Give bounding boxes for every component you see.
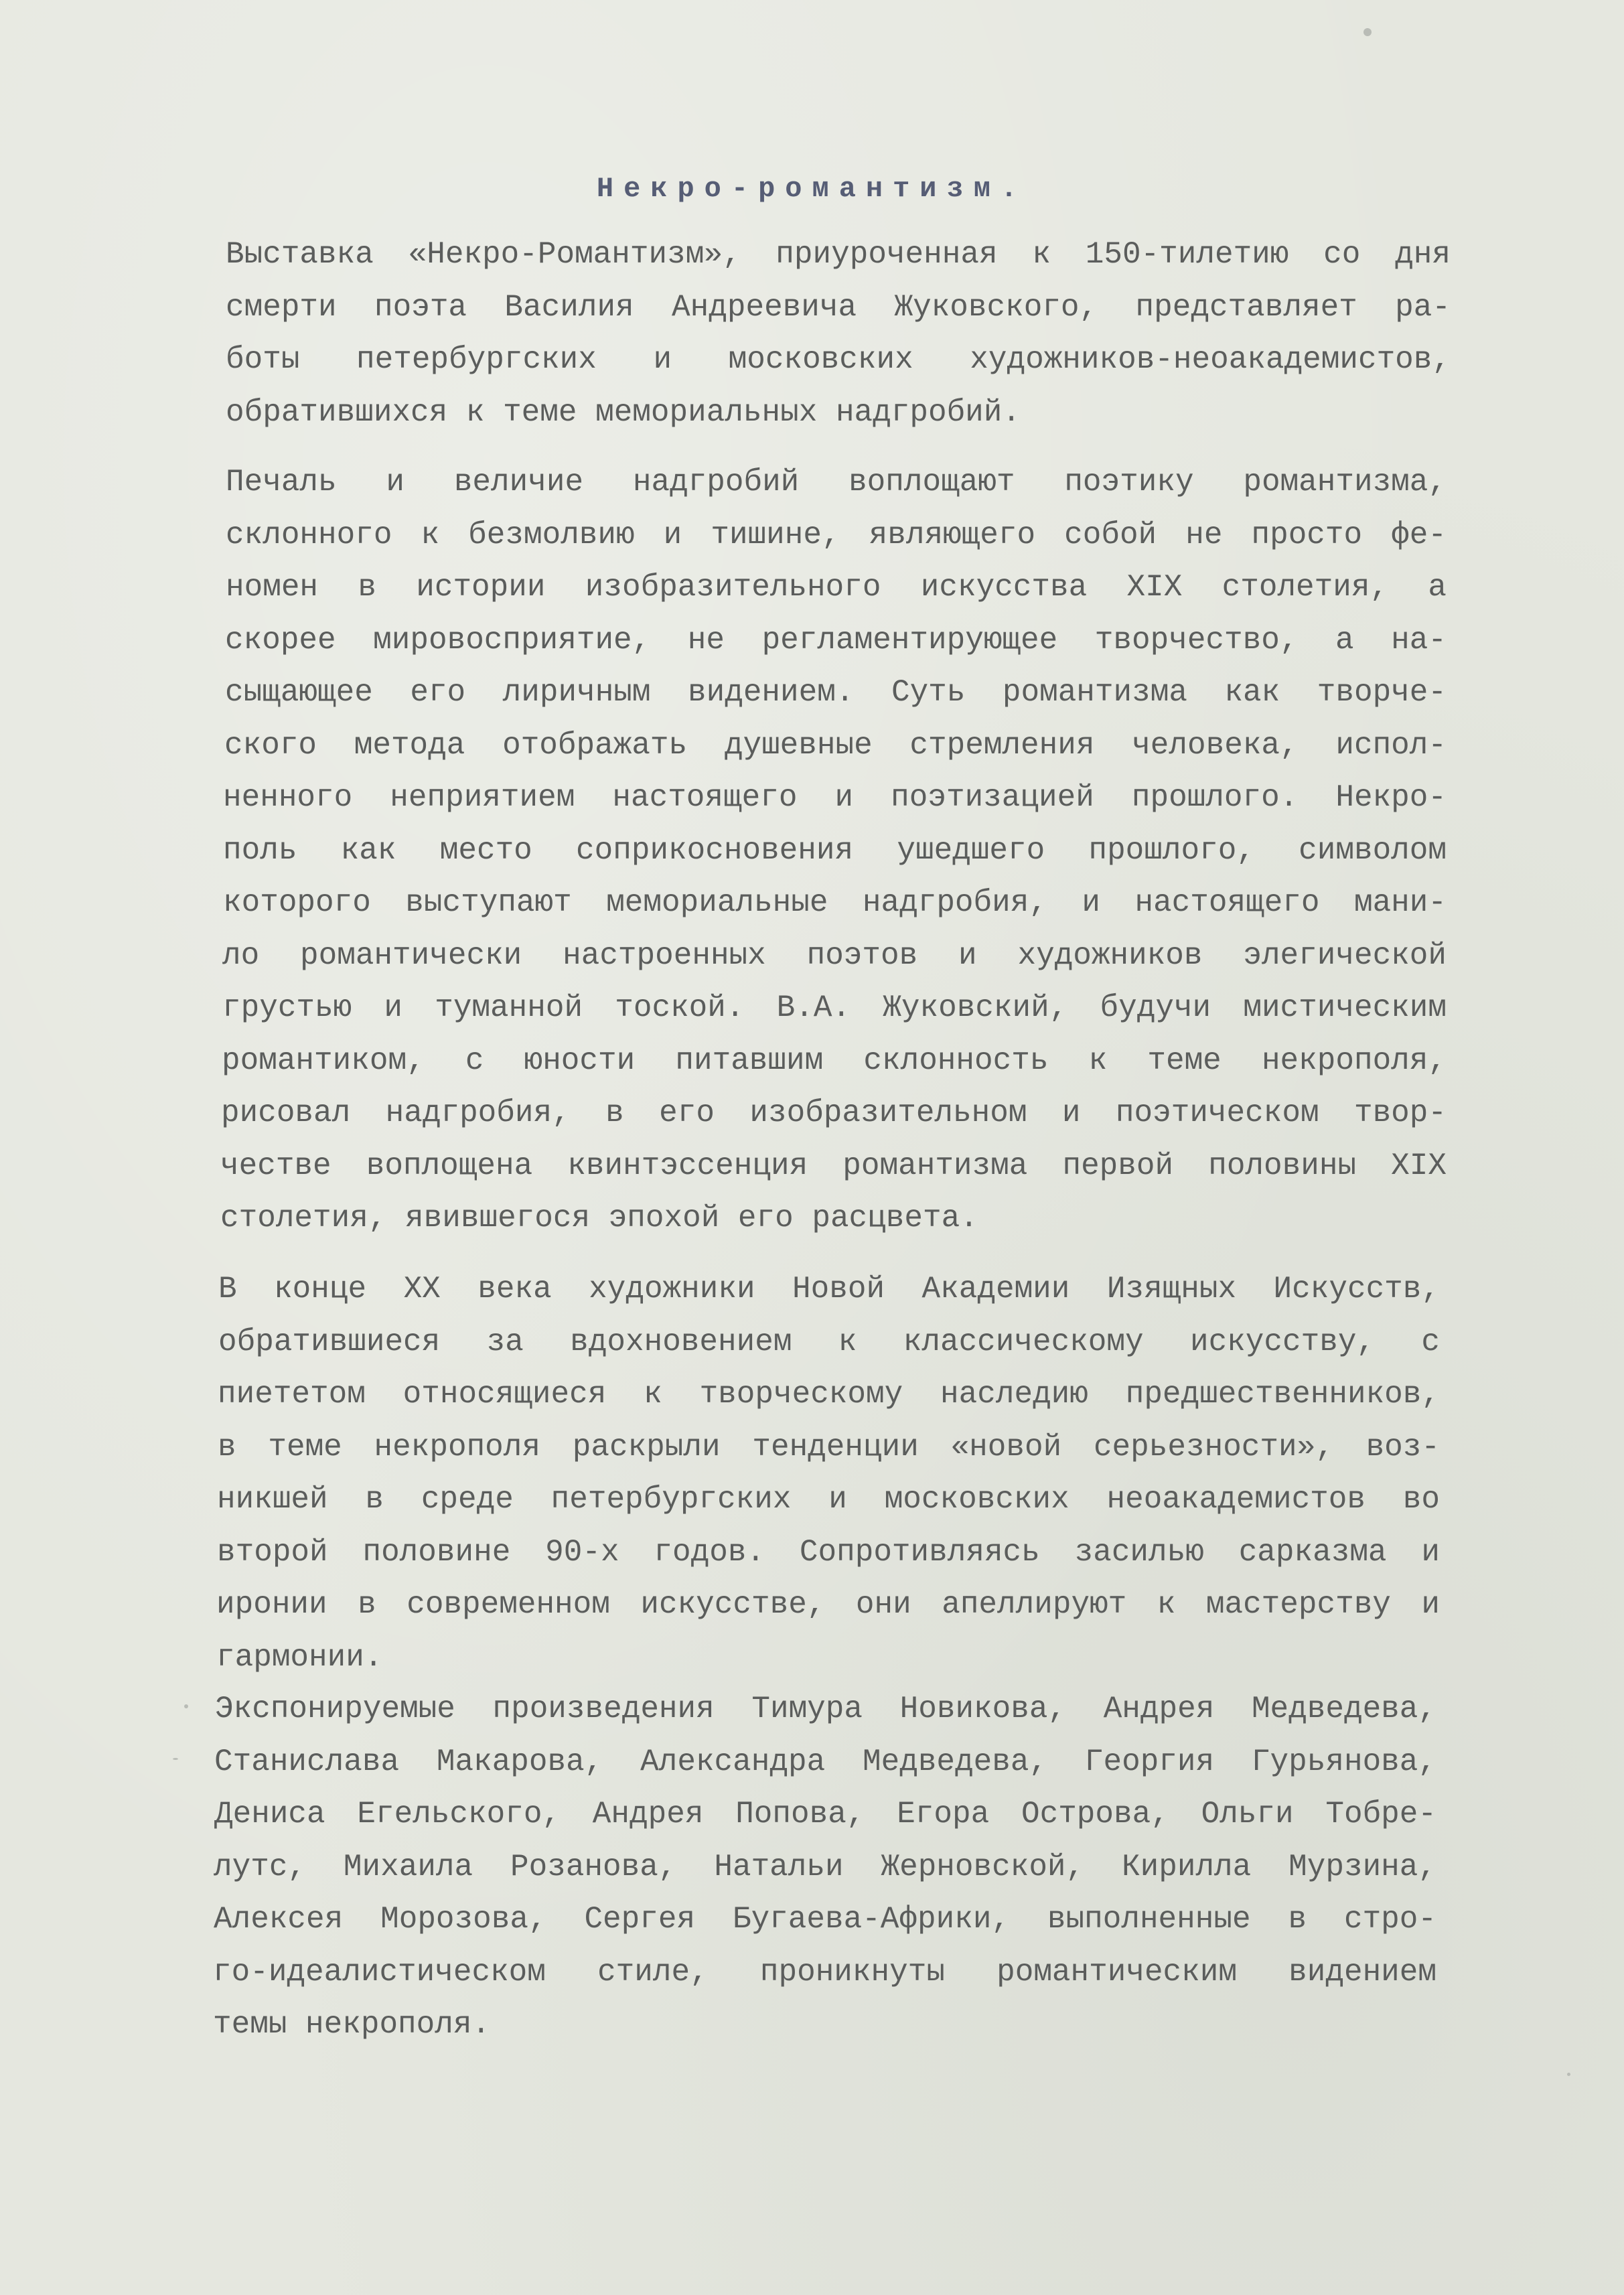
paper-speck (1567, 2073, 1570, 2076)
text-line: никшей в среде петербургских и московских неоакадемистов во (217, 1482, 1440, 1517)
text-line: ненного неприятием настоящего и поэтизацией прошлого. Некро- (223, 780, 1447, 815)
text-line: иронии в современном искусстве, они апеллируют к мастерству и (216, 1587, 1440, 1622)
paper-speck (184, 1704, 188, 1708)
text-line: смерти поэта Василия Андреевича Жуковского, представляет ра- (226, 289, 1451, 325)
text-line: Выставка «Некро-Романтизм», приуроченная к 150-тилетию со дня (226, 237, 1451, 272)
text-line: сыщающее его лиричным видением. Суть романтизма как творче- (225, 675, 1447, 710)
text-line: В конце XX века художники Новой Академии Изящных Искусств, (218, 1272, 1440, 1307)
text-line: в теме некрополя раскрыли тенденции «новой серьезности», воз- (218, 1429, 1440, 1465)
text-line: ло романтически настроенных поэтов и художников элегической (222, 938, 1447, 973)
text-line: рисовал надгробия, в его изобразительном и поэтическом твор- (221, 1096, 1447, 1130)
text-line: пиететом относящиеся к творческому наследию предшественников, (218, 1377, 1440, 1412)
text-line: которого выступают мемориальные надгробия, и настоящего мани- (223, 885, 1447, 920)
paper-speck (1363, 28, 1372, 36)
text-line: номен в истории изобразительного искусства XIX столетия, а (226, 570, 1447, 605)
text-line: Печаль и величие надгробий воплощают поэтику романтизма, (226, 465, 1447, 500)
text-line: го-идеалистическом стиле, проникнуты романтическим видением (213, 1954, 1436, 1990)
text-line: Станислава Макарова, Александра Медведева, Георгия Гурьянова, (214, 1744, 1436, 1779)
text-line: Алексея Морозова, Сергея Бугаева-Африки, выполненные в стро- (214, 1902, 1436, 1937)
text-line: честве воплощена квинтэссенция романтизма первой половины XIX (220, 1148, 1447, 1183)
text-line: гармонии. (216, 1639, 383, 1675)
document-title: Некро-романтизм. (596, 173, 1028, 205)
text-line: склонного к безмолвию и тишине, являющего собой не просто фе- (226, 517, 1447, 552)
text-line: скорее мировосприятие, не регламентирующее творчество, а на- (225, 622, 1447, 658)
text-line: обратившиеся за вдохновением к классическому искусству, с (218, 1324, 1440, 1359)
text-line: темы некрополя. (213, 2007, 491, 2042)
text-line: Экспонируемые произведения Тимура Новикова, Андрея Медведева, (215, 1692, 1436, 1726)
text-line: боты петербургских и московских художников-неоакадемистов, (226, 342, 1451, 377)
paper-speck (173, 1758, 178, 1760)
text-line: Дениса Егельского, Андрея Попова, Егора Острова, Ольги Тобре- (214, 1797, 1436, 1832)
text-line: обратившихся к теме мемориальных надгробий. (226, 394, 1021, 430)
text-line: столетия, явившегося эпохой его расцвета. (220, 1201, 978, 1236)
text-line: грустью и туманной тоской. В.А. Жуковский, будучи мистическим (222, 990, 1447, 1025)
text-line: ского метода отображать душевные стремления человека, испол- (224, 727, 1447, 763)
text-line: лутс, Михаила Розанова, Натальи Жерновской, Кирилла Мурзина, (214, 1849, 1436, 1884)
text-line: романтиком, с юности питавшим склонность к теме некрополя, (222, 1043, 1447, 1078)
text-line: поль как место соприкосновения ушедшего прошлого, символом (223, 832, 1447, 868)
text-line: второй половине 90-х годов. Сопротивляясь засилью сарказма и (217, 1534, 1440, 1570)
